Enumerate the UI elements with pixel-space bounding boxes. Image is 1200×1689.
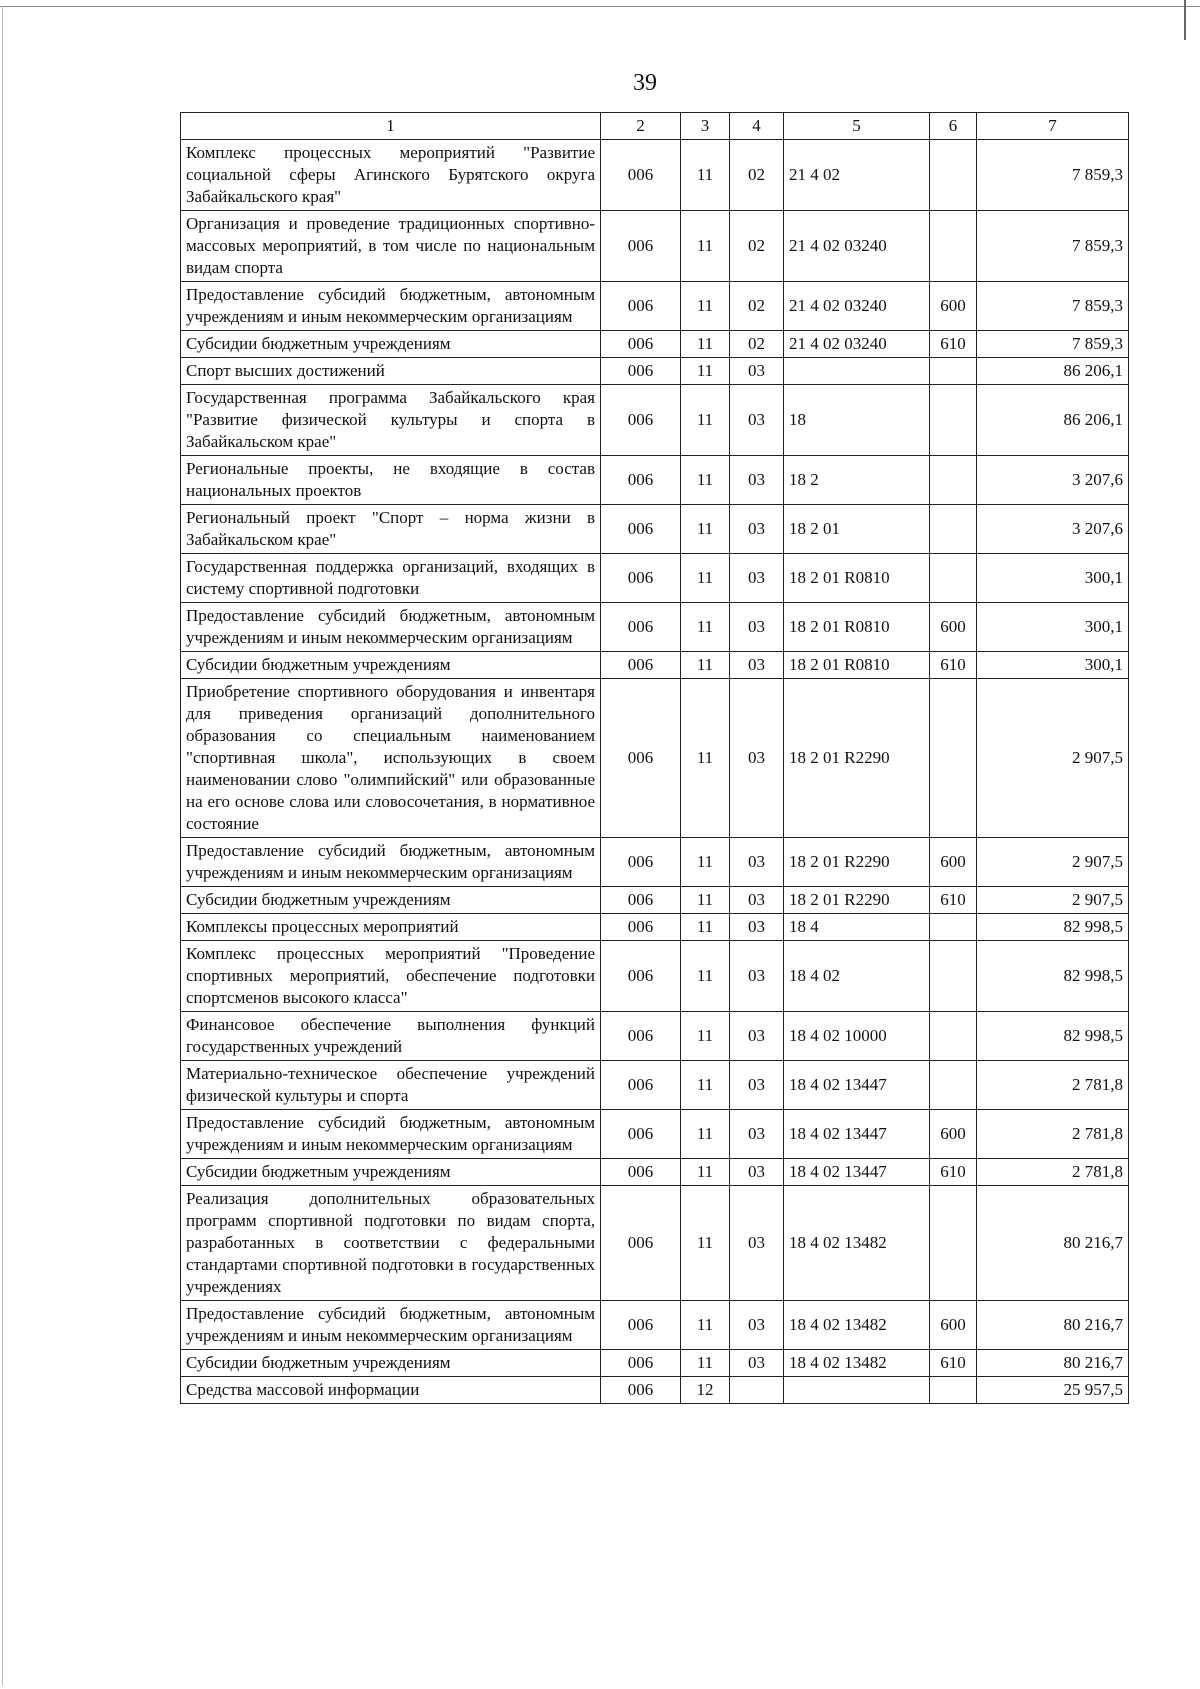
cell-expense-type <box>930 385 977 456</box>
cell-target-article: 18 4 02 13447 <box>784 1061 930 1110</box>
header-col-6: 6 <box>930 113 977 140</box>
cell-section: 11 <box>681 505 730 554</box>
cell-target-article: 21 4 02 03240 <box>784 282 930 331</box>
cell-target-article: 21 4 02 03240 <box>784 211 930 282</box>
cell-ministry-code: 006 <box>601 505 681 554</box>
cell-ministry-code: 006 <box>601 941 681 1012</box>
cell-amount: 7 859,3 <box>977 282 1129 331</box>
table-row <box>181 211 1129 282</box>
cell-subsection: 03 <box>730 1110 784 1159</box>
cell-ministry-code: 006 <box>601 358 681 385</box>
cell-target-article: 18 2 01 R2290 <box>784 838 930 887</box>
cell-amount: 2 781,8 <box>977 1061 1129 1110</box>
cell-ministry-code: 006 <box>601 1012 681 1061</box>
cell-target-article: 21 4 02 03240 <box>784 331 930 358</box>
table-row <box>181 1377 1129 1404</box>
cell-section: 11 <box>681 914 730 941</box>
cell-expense-type <box>930 358 977 385</box>
header-col-5: 5 <box>784 113 930 140</box>
header-col-2: 2 <box>601 113 681 140</box>
cell-ministry-code: 006 <box>601 887 681 914</box>
cell-ministry-code: 006 <box>601 385 681 456</box>
cell-amount: 25 957,5 <box>977 1377 1129 1404</box>
cell-amount: 3 207,6 <box>977 456 1129 505</box>
cell-amount: 300,1 <box>977 554 1129 603</box>
cell-section: 11 <box>681 211 730 282</box>
cell-amount: 2 781,8 <box>977 1110 1129 1159</box>
cell-name: Материально-техническое обеспечение учреждений физической культуры и спорта <box>181 1061 601 1110</box>
cell-ministry-code: 006 <box>601 1350 681 1377</box>
table-row <box>181 603 1129 652</box>
cell-subsection: 03 <box>730 941 784 1012</box>
cell-section: 11 <box>681 941 730 1012</box>
cell-subsection: 03 <box>730 1301 784 1350</box>
cell-section: 11 <box>681 554 730 603</box>
header-col-7: 7 <box>977 113 1129 140</box>
cell-subsection: 02 <box>730 140 784 211</box>
cell-expense-type <box>930 505 977 554</box>
header-row <box>181 113 1129 140</box>
scan-edge-right <box>1184 0 1186 40</box>
cell-ministry-code: 006 <box>601 1377 681 1404</box>
budget-table <box>180 112 1129 1404</box>
cell-section: 11 <box>681 1061 730 1110</box>
cell-section: 11 <box>681 385 730 456</box>
cell-name: Государственная программа Забайкальского края "Развитие физической культуры и спорта в Забайкальском крае" <box>181 385 601 456</box>
cell-target-article: 18 4 02 13447 <box>784 1159 930 1186</box>
table-row <box>181 941 1129 1012</box>
cell-expense-type: 600 <box>930 1110 977 1159</box>
cell-amount: 80 216,7 <box>977 1186 1129 1301</box>
cell-amount: 80 216,7 <box>977 1301 1129 1350</box>
cell-expense-type <box>930 1186 977 1301</box>
cell-amount: 7 859,3 <box>977 211 1129 282</box>
cell-ministry-code: 006 <box>601 140 681 211</box>
cell-target-article: 18 4 02 13482 <box>784 1350 930 1377</box>
cell-amount: 86 206,1 <box>977 358 1129 385</box>
cell-amount: 2 907,5 <box>977 679 1129 838</box>
cell-name: Субсидии бюджетным учреждениям <box>181 1159 601 1186</box>
cell-ministry-code: 006 <box>601 456 681 505</box>
cell-name: Средства массовой информации <box>181 1377 601 1404</box>
cell-amount: 2 781,8 <box>977 1159 1129 1186</box>
table-row <box>181 1186 1129 1301</box>
cell-target-article: 18 2 01 R2290 <box>784 679 930 838</box>
cell-expense-type <box>930 941 977 1012</box>
table-row <box>181 1061 1129 1110</box>
cell-ministry-code: 006 <box>601 331 681 358</box>
cell-ministry-code: 006 <box>601 1159 681 1186</box>
cell-subsection: 03 <box>730 838 784 887</box>
cell-amount: 80 216,7 <box>977 1350 1129 1377</box>
table-row <box>181 331 1129 358</box>
cell-amount: 7 859,3 <box>977 140 1129 211</box>
cell-target-article <box>784 1377 930 1404</box>
cell-subsection: 03 <box>730 679 784 838</box>
cell-target-article: 18 2 <box>784 456 930 505</box>
cell-subsection: 03 <box>730 1012 784 1061</box>
table-row <box>181 1350 1129 1377</box>
cell-ministry-code: 006 <box>601 211 681 282</box>
cell-name: Субсидии бюджетным учреждениям <box>181 652 601 679</box>
cell-name: Субсидии бюджетным учреждениям <box>181 331 601 358</box>
cell-amount: 300,1 <box>977 603 1129 652</box>
cell-expense-type <box>930 140 977 211</box>
cell-name: Государственная поддержка организаций, входящих в систему спортивной подготовки <box>181 554 601 603</box>
cell-name: Региональный проект "Спорт – норма жизни в Забайкальском крае" <box>181 505 601 554</box>
cell-section: 12 <box>681 1377 730 1404</box>
cell-name: Региональные проекты, не входящие в состав национальных проектов <box>181 456 601 505</box>
cell-subsection: 03 <box>730 554 784 603</box>
cell-ministry-code: 006 <box>601 679 681 838</box>
cell-ministry-code: 006 <box>601 282 681 331</box>
cell-section: 11 <box>681 1159 730 1186</box>
cell-subsection: 03 <box>730 914 784 941</box>
scan-edge-left <box>2 6 3 1686</box>
table-row <box>181 385 1129 456</box>
cell-subsection: 03 <box>730 505 784 554</box>
cell-expense-type <box>930 1061 977 1110</box>
cell-target-article: 18 4 02 13482 <box>784 1186 930 1301</box>
table-row <box>181 140 1129 211</box>
cell-expense-type <box>930 679 977 838</box>
cell-subsection: 03 <box>730 603 784 652</box>
cell-ministry-code: 006 <box>601 1301 681 1350</box>
cell-name: Финансовое обеспечение выполнения функций государственных учреждений <box>181 1012 601 1061</box>
cell-amount: 82 998,5 <box>977 914 1129 941</box>
cell-target-article: 18 4 02 10000 <box>784 1012 930 1061</box>
table-row <box>181 1012 1129 1061</box>
cell-name: Предоставление субсидий бюджетным, автономным учреждениям и иным некоммерческим организациям <box>181 282 601 331</box>
cell-subsection: 03 <box>730 1159 784 1186</box>
cell-target-article: 18 2 01 R0810 <box>784 652 930 679</box>
table-row <box>181 1110 1129 1159</box>
cell-ministry-code: 006 <box>601 554 681 603</box>
cell-name: Комплекс процессных мероприятий "Развитие социальной сферы Агинского Бурятского округа Забайкальского края" <box>181 140 601 211</box>
cell-target-article: 18 4 02 <box>784 941 930 1012</box>
cell-subsection: 03 <box>730 1061 784 1110</box>
cell-name: Предоставление субсидий бюджетным, автономным учреждениям и иным некоммерческим организациям <box>181 1110 601 1159</box>
cell-expense-type: 600 <box>930 1301 977 1350</box>
header-col-1: 1 <box>181 113 601 140</box>
cell-subsection: 03 <box>730 887 784 914</box>
cell-expense-type: 610 <box>930 331 977 358</box>
table-body <box>181 140 1129 1404</box>
cell-target-article: 18 <box>784 385 930 456</box>
cell-ministry-code: 006 <box>601 914 681 941</box>
cell-section: 11 <box>681 887 730 914</box>
cell-subsection: 02 <box>730 282 784 331</box>
header-col-4: 4 <box>730 113 784 140</box>
cell-amount: 2 907,5 <box>977 838 1129 887</box>
table-row <box>181 358 1129 385</box>
cell-amount: 2 907,5 <box>977 887 1129 914</box>
cell-target-article <box>784 358 930 385</box>
cell-section: 11 <box>681 603 730 652</box>
cell-subsection: 03 <box>730 652 784 679</box>
cell-expense-type: 610 <box>930 1159 977 1186</box>
table-row <box>181 838 1129 887</box>
cell-amount: 82 998,5 <box>977 941 1129 1012</box>
cell-name: Спорт высших достижений <box>181 358 601 385</box>
cell-expense-type: 610 <box>930 652 977 679</box>
cell-amount: 300,1 <box>977 652 1129 679</box>
page-number: 39 <box>633 70 657 96</box>
table-row <box>181 679 1129 838</box>
table-row <box>181 456 1129 505</box>
cell-section: 11 <box>681 1186 730 1301</box>
cell-expense-type: 600 <box>930 838 977 887</box>
cell-target-article: 18 4 02 13447 <box>784 1110 930 1159</box>
cell-amount: 86 206,1 <box>977 385 1129 456</box>
cell-section: 11 <box>681 1350 730 1377</box>
table-row <box>181 887 1129 914</box>
cell-section: 11 <box>681 652 730 679</box>
table-row <box>181 282 1129 331</box>
cell-target-article: 18 2 01 <box>784 505 930 554</box>
table-header <box>181 113 1129 140</box>
cell-expense-type <box>930 1012 977 1061</box>
table-row <box>181 914 1129 941</box>
table-row <box>181 554 1129 603</box>
scan-edge-top <box>0 6 1200 7</box>
cell-expense-type <box>930 1377 977 1404</box>
table-row <box>181 1159 1129 1186</box>
cell-target-article: 18 2 01 R0810 <box>784 603 930 652</box>
cell-subsection: 03 <box>730 358 784 385</box>
cell-ministry-code: 006 <box>601 652 681 679</box>
cell-name: Субсидии бюджетным учреждениям <box>181 887 601 914</box>
cell-ministry-code: 006 <box>601 1110 681 1159</box>
cell-section: 11 <box>681 456 730 505</box>
cell-subsection: 02 <box>730 211 784 282</box>
cell-subsection: 03 <box>730 456 784 505</box>
table-row <box>181 505 1129 554</box>
cell-section: 11 <box>681 1012 730 1061</box>
table-row <box>181 1301 1129 1350</box>
cell-section: 11 <box>681 282 730 331</box>
cell-name: Предоставление субсидий бюджетным, автономным учреждениям и иным некоммерческим организациям <box>181 838 601 887</box>
cell-section: 11 <box>681 358 730 385</box>
cell-expense-type <box>930 554 977 603</box>
cell-expense-type: 600 <box>930 282 977 331</box>
cell-name: Приобретение спортивного оборудования и инвентаря для приведения организаций дополнительного образования со специальным наименованием "спортивная школа", использующих в своем наименовании слово "олимпийский" или образованные на его основе слова или словосочетания, в нормативное состояние <box>181 679 601 838</box>
cell-amount: 3 207,6 <box>977 505 1129 554</box>
cell-amount: 7 859,3 <box>977 331 1129 358</box>
cell-section: 11 <box>681 1110 730 1159</box>
cell-name: Предоставление субсидий бюджетным, автономным учреждениям и иным некоммерческим организациям <box>181 1301 601 1350</box>
cell-target-article: 18 4 02 13482 <box>784 1301 930 1350</box>
cell-target-article: 18 2 01 R0810 <box>784 554 930 603</box>
cell-section: 11 <box>681 1301 730 1350</box>
cell-name: Организация и проведение традиционных спортивно-массовых мероприятий, в том числе по национальным видам спорта <box>181 211 601 282</box>
cell-target-article: 18 2 01 R2290 <box>784 887 930 914</box>
cell-section: 11 <box>681 140 730 211</box>
cell-subsection <box>730 1377 784 1404</box>
cell-ministry-code: 006 <box>601 603 681 652</box>
cell-subsection: 02 <box>730 331 784 358</box>
cell-ministry-code: 006 <box>601 1061 681 1110</box>
cell-target-article: 21 4 02 <box>784 140 930 211</box>
cell-ministry-code: 006 <box>601 838 681 887</box>
cell-expense-type: 600 <box>930 603 977 652</box>
cell-subsection: 03 <box>730 385 784 456</box>
cell-section: 11 <box>681 838 730 887</box>
cell-name: Комплексы процессных мероприятий <box>181 914 601 941</box>
cell-subsection: 03 <box>730 1186 784 1301</box>
cell-expense-type <box>930 211 977 282</box>
cell-expense-type <box>930 456 977 505</box>
header-col-3: 3 <box>681 113 730 140</box>
cell-amount: 82 998,5 <box>977 1012 1129 1061</box>
table-row <box>181 652 1129 679</box>
cell-expense-type <box>930 914 977 941</box>
cell-subsection: 03 <box>730 1350 784 1377</box>
cell-name: Реализация дополнительных образовательных программ спортивной подготовки по видам спорта, разработанных в соответствии с федеральными стандартами спортивной подготовки в государственных учреждениях <box>181 1186 601 1301</box>
cell-ministry-code: 006 <box>601 1186 681 1301</box>
cell-name: Субсидии бюджетным учреждениям <box>181 1350 601 1377</box>
cell-name: Комплекс процессных мероприятий "Проведение спортивных мероприятий, обеспечение подготовки спортсменов высокого класса" <box>181 941 601 1012</box>
cell-section: 11 <box>681 679 730 838</box>
cell-expense-type: 610 <box>930 1350 977 1377</box>
cell-target-article: 18 4 <box>784 914 930 941</box>
cell-expense-type: 610 <box>930 887 977 914</box>
cell-name: Предоставление субсидий бюджетным, автономным учреждениям и иным некоммерческим организациям <box>181 603 601 652</box>
cell-section: 11 <box>681 331 730 358</box>
